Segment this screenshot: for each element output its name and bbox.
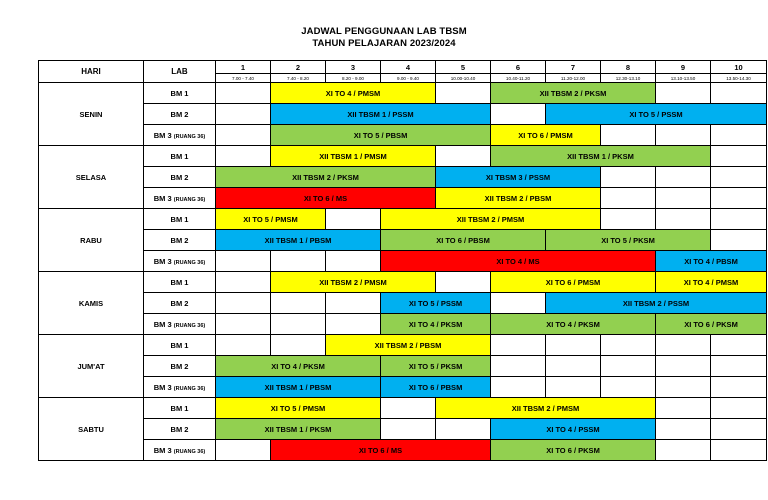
empty-slot	[326, 209, 381, 230]
schedule-block: XI TO 6 / PKSM	[491, 440, 656, 461]
lab-name	[144, 167, 216, 188]
day-name: SELASA	[39, 146, 144, 209]
lab-name	[144, 314, 216, 335]
empty-slot	[656, 167, 711, 188]
table-row	[39, 272, 767, 293]
empty-slot	[271, 314, 326, 335]
schedule-block: XI TO 6 / PMSM	[491, 125, 601, 146]
empty-slot	[711, 167, 767, 188]
empty-slot	[711, 398, 767, 419]
empty-slot	[711, 146, 767, 167]
lab-name	[144, 398, 216, 419]
empty-slot	[711, 230, 767, 251]
period-time: 7.00 - 7.40	[216, 74, 271, 83]
empty-slot	[711, 335, 767, 356]
lab-name	[144, 356, 216, 377]
period-number: 5	[436, 61, 491, 74]
period-time: 12.30-13.10	[601, 74, 656, 83]
lab-label: BM 3	[153, 130, 172, 140]
schedule-block: XI TO 4 / PKSM	[216, 356, 381, 377]
lab-label: BM 3	[153, 256, 172, 266]
schedule-block: XII TBSM 2 / PSSM	[546, 293, 767, 314]
schedule-block: XI TO 5 / PKSM	[381, 356, 491, 377]
empty-slot	[711, 440, 767, 461]
header-lab: LAB	[144, 61, 216, 83]
table-row	[39, 167, 767, 188]
lab-name	[144, 335, 216, 356]
lab-label: BM 1	[170, 277, 189, 287]
empty-slot	[601, 377, 656, 398]
empty-slot	[216, 272, 271, 293]
period-time: 8.20 - 9.00	[326, 74, 381, 83]
lab-sublabel: (RUANG 36)	[173, 385, 206, 392]
schedule-block: XII TBSM 1 / PKSM	[216, 419, 381, 440]
empty-slot	[216, 440, 271, 461]
page-subtitle: TAHUN PELAJARAN 2023/2024	[312, 38, 456, 49]
lab-sublabel: (RUANG 36)	[173, 133, 206, 140]
empty-slot	[601, 209, 656, 230]
schedule-block: XII TBSM 2 / PMSM	[381, 209, 601, 230]
lab-name	[144, 209, 216, 230]
empty-slot	[216, 125, 271, 146]
schedule-block: XII TBSM 1 / PKSM	[491, 146, 711, 167]
empty-slot	[491, 293, 546, 314]
lab-name	[144, 125, 216, 146]
empty-slot	[601, 356, 656, 377]
header-hari: HARI	[39, 61, 144, 83]
schedule-block: XI TO 5 / PSSM	[381, 293, 491, 314]
empty-slot	[601, 188, 656, 209]
schedule-block: XI TO 4 / PMSM	[271, 83, 436, 104]
empty-slot	[216, 146, 271, 167]
empty-slot	[656, 335, 711, 356]
lab-label: BM 1	[170, 214, 189, 224]
empty-slot	[711, 419, 767, 440]
lab-label: BM 3	[153, 193, 172, 203]
schedule-block: XI TO 4 / MS	[381, 251, 656, 272]
table-row	[39, 83, 767, 104]
lab-label: BM 2	[170, 424, 189, 434]
lab-label: BM 2	[170, 361, 189, 371]
schedule-block: XII TBSM 1 / PBSM	[216, 377, 381, 398]
empty-slot	[216, 314, 271, 335]
lab-label: BM 2	[170, 109, 189, 119]
empty-slot	[491, 335, 546, 356]
empty-slot	[436, 146, 491, 167]
period-number: 7	[546, 61, 601, 74]
table-row	[39, 398, 767, 419]
lab-sublabel: (RUANG 36)	[173, 448, 206, 455]
schedule-block: XI TO 6 / PMSM	[491, 272, 656, 293]
lab-label: BM 2	[170, 172, 189, 182]
empty-slot	[711, 125, 767, 146]
lab-label: BM 3	[153, 382, 172, 392]
schedule-block: XI TO 4 / PSSM	[491, 419, 656, 440]
empty-slot	[656, 398, 711, 419]
lab-name	[144, 440, 216, 461]
period-time: 13.50-14.30	[711, 74, 767, 83]
empty-slot	[326, 314, 381, 335]
empty-slot	[491, 104, 546, 125]
lab-label: BM 1	[170, 403, 189, 413]
period-time: 10.40-11.20	[491, 74, 546, 83]
schedule-block: XII TBSM 2 / PBSM	[326, 335, 491, 356]
empty-slot	[326, 251, 381, 272]
schedule-block: XII TBSM 1 / PBSM	[216, 230, 381, 251]
table-row	[39, 440, 767, 461]
empty-slot	[326, 293, 381, 314]
lab-name	[144, 419, 216, 440]
lab-name	[144, 188, 216, 209]
schedule-block: XII TBSM 1 / PSSM	[271, 104, 491, 125]
period-time: 10.00-10.40	[436, 74, 491, 83]
empty-slot	[656, 125, 711, 146]
empty-slot	[656, 356, 711, 377]
schedule-block: XII TBSM 1 / PMSM	[271, 146, 436, 167]
empty-slot	[546, 377, 601, 398]
day-name: RABU	[39, 209, 144, 272]
lab-name	[144, 377, 216, 398]
period-number: 6	[491, 61, 546, 74]
schedule-block: XII TBSM 2 / PBSM	[436, 188, 601, 209]
schedule-block: XI TO 6 / PBSM	[381, 230, 546, 251]
empty-slot	[711, 188, 767, 209]
empty-slot	[656, 419, 711, 440]
lab-label: BM 1	[170, 88, 189, 98]
schedule-block: XII TBSM 2 / PKSM	[491, 83, 656, 104]
table-row	[39, 293, 767, 314]
empty-slot	[216, 293, 271, 314]
day-name: SENIN	[39, 83, 144, 146]
empty-slot	[711, 377, 767, 398]
empty-slot	[491, 356, 546, 377]
period-time: 9.00 - 9.40	[381, 74, 436, 83]
empty-slot	[271, 293, 326, 314]
empty-slot	[656, 440, 711, 461]
table-row	[39, 146, 767, 167]
schedule-block: XI TO 4 / PMSM	[656, 272, 767, 293]
empty-slot	[656, 188, 711, 209]
table-row	[39, 209, 767, 230]
schedule-block: XI TO 5 / PKSM	[546, 230, 711, 251]
period-number: 8	[601, 61, 656, 74]
empty-slot	[601, 167, 656, 188]
lab-sublabel: (RUANG 36)	[173, 259, 206, 266]
table-row	[39, 335, 767, 356]
lab-name	[144, 83, 216, 104]
table-row	[39, 314, 767, 335]
schedule-block: XII TBSM 2 / PMSM	[436, 398, 656, 419]
table-row	[39, 125, 767, 146]
lab-label: BM 1	[170, 151, 189, 161]
empty-slot	[656, 209, 711, 230]
empty-slot	[656, 83, 711, 104]
empty-slot	[271, 251, 326, 272]
empty-slot	[216, 251, 271, 272]
empty-slot	[711, 83, 767, 104]
lab-sublabel: (RUANG 36)	[173, 196, 206, 203]
empty-slot	[216, 104, 271, 125]
period-number: 1	[216, 61, 271, 74]
period-number: 2	[271, 61, 326, 74]
empty-slot	[601, 335, 656, 356]
schedule-table	[38, 60, 767, 461]
empty-slot	[381, 419, 436, 440]
schedule-block: XI TO 6 / PKSM	[656, 314, 767, 335]
empty-slot	[216, 83, 271, 104]
period-number: 9	[656, 61, 711, 74]
empty-slot	[436, 272, 491, 293]
lab-label: BM 3	[153, 445, 172, 455]
schedule-block: XII TBSM 2 / PMSM	[271, 272, 436, 293]
day-name: KAMIS	[39, 272, 144, 335]
header-row	[39, 61, 767, 74]
period-number: 3	[326, 61, 381, 74]
empty-slot	[546, 335, 601, 356]
schedule-block: XI TO 5 / PSSM	[546, 104, 767, 125]
lab-label: BM 1	[170, 340, 189, 350]
empty-slot	[271, 335, 326, 356]
period-number: 10	[711, 61, 767, 74]
lab-sublabel: (RUANG 36)	[173, 322, 206, 329]
lab-name	[144, 230, 216, 251]
lab-name	[144, 251, 216, 272]
table-row	[39, 419, 767, 440]
schedule-block: XI TO 4 / PKSM	[491, 314, 656, 335]
day-name: JUM'AT	[39, 335, 144, 398]
lab-label: BM 3	[153, 319, 172, 329]
page-title: JADWAL PENGGUNAAN LAB TBSM	[301, 26, 467, 37]
schedule-block: XI TO 5 / PMSM	[216, 398, 381, 419]
lab-name	[144, 272, 216, 293]
schedule-block: XI TO 6 / MS	[271, 440, 491, 461]
empty-slot	[711, 356, 767, 377]
table-row	[39, 356, 767, 377]
schedule-block: XI TO 6 / MS	[216, 188, 436, 209]
schedule-block: XI TO 5 / PMSM	[216, 209, 326, 230]
period-time: 11.20-12.00	[546, 74, 601, 83]
empty-slot	[436, 419, 491, 440]
empty-slot	[656, 377, 711, 398]
schedule-block: XI TO 4 / PKSM	[381, 314, 491, 335]
table-row	[39, 251, 767, 272]
empty-slot	[381, 398, 436, 419]
table-row	[39, 377, 767, 398]
empty-slot	[491, 377, 546, 398]
schedule-block: XI TO 6 / PBSM	[381, 377, 491, 398]
day-name: SABTU	[39, 398, 144, 461]
period-number: 4	[381, 61, 436, 74]
empty-slot	[436, 83, 491, 104]
empty-slot	[546, 356, 601, 377]
lab-name	[144, 104, 216, 125]
table-row	[39, 188, 767, 209]
table-row	[39, 104, 767, 125]
empty-slot	[216, 335, 271, 356]
schedule-block: XI TBSM 3 / PSSM	[436, 167, 601, 188]
schedule-block: XI TO 5 / PBSM	[271, 125, 491, 146]
empty-slot	[711, 209, 767, 230]
lab-name	[144, 293, 216, 314]
schedule-block: XI TO 4 / PBSM	[656, 251, 767, 272]
lab-name	[144, 146, 216, 167]
lab-label: BM 2	[170, 298, 189, 308]
schedule-block: XII TBSM 2 / PKSM	[216, 167, 436, 188]
period-time: 13.10-13.50	[656, 74, 711, 83]
period-time: 7.40 - 8.20	[271, 74, 326, 83]
empty-slot	[601, 125, 656, 146]
lab-label: BM 2	[170, 235, 189, 245]
table-row	[39, 230, 767, 251]
